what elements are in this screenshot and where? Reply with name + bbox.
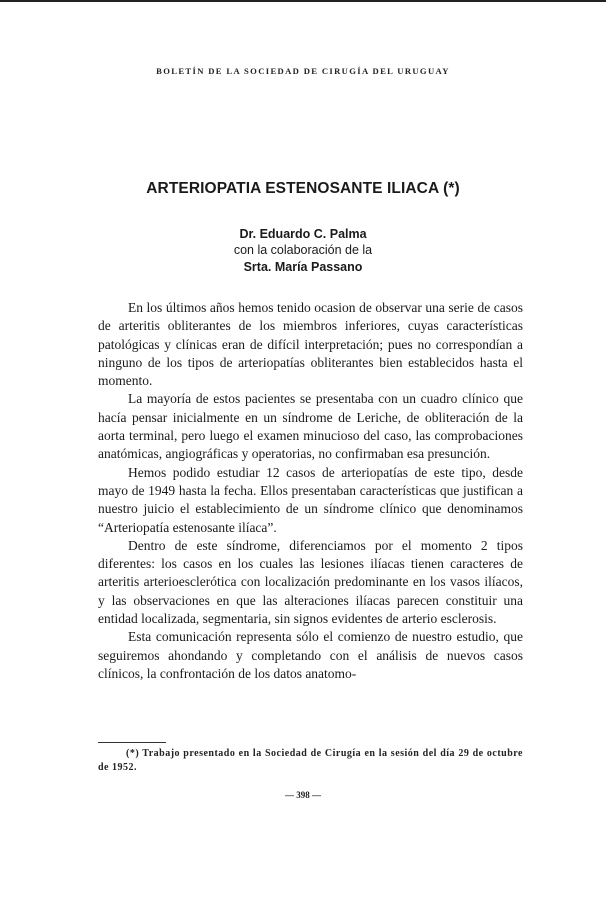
paragraph-3: Hemos podido estudiar 12 casos de arteriopatías de este tipo, desde mayo de 1949 hasta la fecha. Ellos presentaban características que justifican a nuestro juicio el establecimiento de un síndrome clínico que denominamos “Arteriopatía estenosante ilíaca”. bbox=[98, 464, 523, 535]
article-body bbox=[98, 299, 523, 683]
byline bbox=[0, 226, 606, 276]
top-border-line bbox=[0, 0, 606, 2]
footnote-divider bbox=[98, 742, 166, 743]
author-name: Dr. Eduardo C. Palma bbox=[239, 227, 367, 241]
paragraph-2: La mayoría de estos pacientes se presentaba con un cuadro clínico que hacía pensar inicialmente en un síndrome de Leriche, de obliteración de la aorta terminal, pero luego el examen minucioso del caso, las comprobaciones anatómicas, angiográficas y operatorias, no confirmaban esa presunción. bbox=[98, 391, 523, 462]
footnote: (*) Trabajo presentado en la Sociedad de Cirugía en la sesión del día 29 de octubre de 1952. bbox=[98, 748, 523, 773]
article-title: ARTERIOPATIA ESTENOSANTE ILIACA (*) bbox=[146, 180, 460, 197]
paragraph-4: Dentro de este síndrome, diferenciamos por el momento 2 tipos diferentes: los casos en los cuales las lesiones ilíacas tienen caracteres de arteritis arterioesclerótica con localización predominante en los vasos ilíacos, y las observaciones en que las alteraciones ilíacas parecen constituir una entidad localizada, segmentaria, sin signos evidentes de arterio esclerosis. bbox=[98, 537, 523, 627]
paragraph-5: Esta comunicación representa sólo el comienzo de nuestro estudio, que seguiremos ahondando y completando con el análisis de nuevos casos clínicos, la confrontación de los datos anatomo- bbox=[98, 629, 523, 681]
page-number: — 398 — bbox=[285, 790, 321, 800]
journal-header: BOLETÍN DE LA SOCIEDAD DE CIRUGÍA DEL URUGUAY bbox=[156, 66, 450, 76]
paragraph-1: En los últimos años hemos tenido ocasion de observar una serie de casos de arteritis obliterantes de los miembros inferiores, cuyas características patológicas y clínicas eran de difícil interpretación; pues no correspondían a ninguno de los tipos de arteriopatías obliterantes bien establecidos hasta el momento. bbox=[98, 300, 523, 389]
collaboration-line: con la colaboración de la bbox=[233, 243, 373, 257]
collaborator-name: Srta. María Passano bbox=[243, 260, 363, 274]
